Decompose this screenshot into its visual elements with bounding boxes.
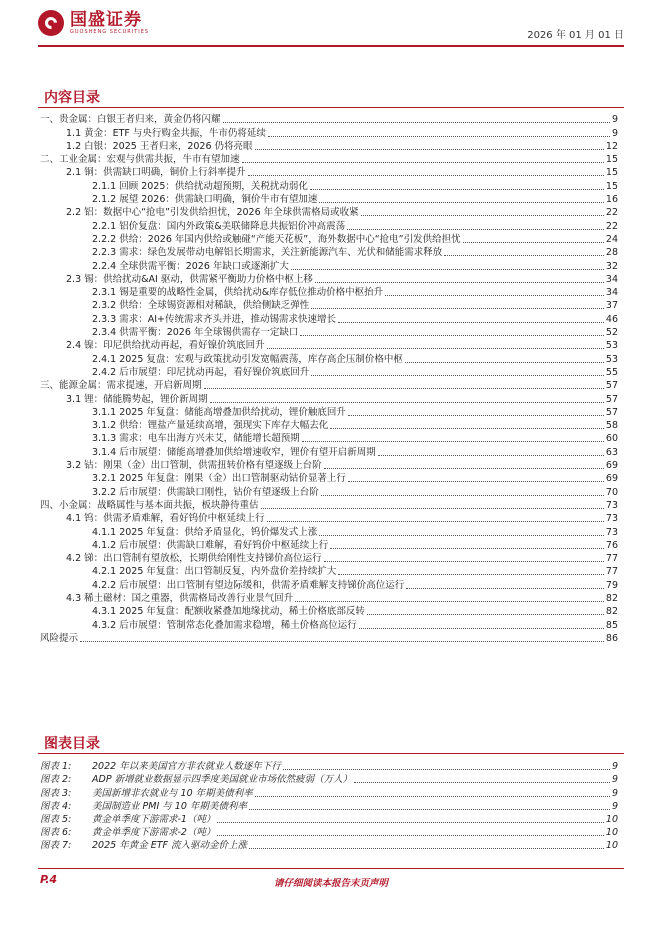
figure-entry-page: 10 xyxy=(605,813,618,825)
dot-leader xyxy=(348,481,604,482)
toc-entry[interactable] xyxy=(40,366,618,379)
dot-leader xyxy=(385,295,604,296)
dot-leader xyxy=(249,809,610,810)
toc-entry-page: 57 xyxy=(605,406,618,418)
page-number: P.4 xyxy=(40,873,58,886)
figure-entry-label: 图表 6: xyxy=(40,827,72,839)
header-divider xyxy=(38,45,624,47)
toc-entry-page: 9 xyxy=(611,127,618,139)
toc-entry-page: 57 xyxy=(605,393,618,405)
dot-leader xyxy=(255,149,604,150)
figure-entry-text: 美国新增非农就业与 10 年期美债利率 xyxy=(92,787,253,799)
toc-entry[interactable] xyxy=(40,392,618,405)
figure-entry-text: 黄金单季度下游需求-1（吨） xyxy=(92,813,216,825)
figure-entry-label: 图表 7: xyxy=(40,840,72,852)
toc-entry-text: 二、工业金属：宏观与供需共振，牛市有望加速 xyxy=(40,154,240,166)
toc-entry[interactable] xyxy=(40,193,618,206)
dot-leader xyxy=(248,175,604,176)
figure-entry-page: 10 xyxy=(605,827,618,839)
toc-entry-text: 1.1 黄金：ETF 与央行购金共振，牛市仍将延续 xyxy=(66,127,266,139)
toc-entry-page: 9 xyxy=(611,114,618,126)
toc-entry[interactable] xyxy=(40,299,618,312)
report-date: 2026 年 01 月 01 日 xyxy=(527,30,624,41)
toc-entry[interactable] xyxy=(40,592,618,605)
toc-entry-page: 15 xyxy=(605,154,618,166)
toc-entry-page: 69 xyxy=(605,473,618,485)
figure-entry-page: 9 xyxy=(611,774,618,786)
figure-entry-page: 10 xyxy=(605,840,618,852)
figure-entry-label: 图表 5: xyxy=(40,813,72,825)
figure-entry[interactable] xyxy=(40,813,618,826)
toc-entry-text: 风险提示 xyxy=(40,632,79,644)
toc-entry[interactable] xyxy=(40,485,618,498)
toc-entry[interactable] xyxy=(40,618,618,631)
toc-entry-text: 三、能源金属：需求提速，开启新周期 xyxy=(40,380,202,392)
toc-entry-text: 2.3.4 供需平衡：2026 年全球锡供需存一定缺口 xyxy=(92,327,299,339)
dot-leader xyxy=(80,641,604,642)
toc-entry-text: 3.2 钴：刚果（金）出口管制，供需扭转价格有望逐级上台阶 xyxy=(66,460,322,472)
toc-entry-page: 69 xyxy=(605,460,618,472)
dot-leader xyxy=(367,614,604,615)
toc-entry[interactable] xyxy=(40,605,618,618)
footer-divider xyxy=(38,868,624,869)
toc-entry-text: 4.1.2 后市展望：供需缺口难解，看好钨价中枢延续上行 xyxy=(92,539,329,551)
dot-leader xyxy=(242,162,604,163)
toc-entry-page: 79 xyxy=(605,579,618,591)
dot-leader xyxy=(311,375,604,376)
dot-leader xyxy=(405,362,604,363)
toc-entry[interactable] xyxy=(40,113,618,126)
toc-entry-page: 15 xyxy=(605,180,618,192)
toc-entry[interactable] xyxy=(40,419,618,432)
toc-entry-page: 34 xyxy=(605,273,618,285)
toc-entry-page: 12 xyxy=(605,140,618,152)
dot-leader xyxy=(324,468,604,469)
dot-leader xyxy=(319,202,604,203)
toc-entry-text: 4.3 稀土磁材：国之重器，供需格局改善行业景气回升 xyxy=(66,592,294,604)
toc-entry-page: 46 xyxy=(605,313,618,325)
toc-entry-text: 2.2.1 铝价复盘：国内外政策&美联储降息共振铝价冲高震荡 xyxy=(92,220,346,232)
toc-entry-page: 73 xyxy=(605,513,618,525)
toc-entry[interactable] xyxy=(40,140,618,153)
toc-entry-page: 34 xyxy=(605,287,618,299)
toc-entry[interactable] xyxy=(40,459,618,472)
dot-leader xyxy=(354,782,610,783)
toc-entry-text: 3.1.3 需求：电车出海方兴未艾，储能增长超预期 xyxy=(92,433,300,445)
toc-entry-text: 4.2.1 2025 年复盘：出口管制反复，内外盘价差持续扩大 xyxy=(92,566,337,578)
toc-entry-text: 4.2.2 后市展望：出口管制有望边际缓和，供需矛盾难解支持锑价高位运行 xyxy=(92,579,405,591)
dot-leader xyxy=(204,388,604,389)
toc-entry[interactable] xyxy=(40,286,618,299)
toc-entry-text: 2.3.1 锡是重要的战略性金属，供给扰动&库存低位推动价格中枢抬升 xyxy=(92,287,384,299)
toc-entry-text: 3.1.4 后市展望：储能高增叠加供给增速收窄，锂价有望开启新周期 xyxy=(92,446,376,458)
toc-entry[interactable] xyxy=(40,233,618,246)
toc-entry-text: 2.2.3 需求：绿色发展带动电解铝长期需求，关注新能源汽车、光伏和储能需求释放 xyxy=(92,247,443,259)
table-of-contents xyxy=(40,113,618,645)
toc-entry-page: 53 xyxy=(605,340,618,352)
figure-entry-text: 2025 年黄金 ETF 流入驱动金价上涨 xyxy=(92,840,248,852)
toc-entry-text: 2.3.2 供给：全球锡资源相对稀缺，供给侧缺乏弹性 xyxy=(92,300,310,312)
dot-leader xyxy=(295,601,604,602)
dot-leader xyxy=(347,229,604,230)
figure-entry-label: 图表 4: xyxy=(40,800,72,812)
dot-leader xyxy=(338,574,604,575)
toc-entry-text: 3.2.2 后市展望：供需缺口刚性，钴价有望逐级上台阶 xyxy=(92,486,319,498)
toc-entry-page: 22 xyxy=(605,207,618,219)
toc-entry-text: 4.2 锑：出口管制有望放松，长期供给刚性支持锑价高位运行 xyxy=(66,553,322,565)
toc-entry[interactable] xyxy=(40,379,618,392)
toc-entry[interactable] xyxy=(40,326,618,339)
dot-leader xyxy=(300,335,604,336)
toc-entry-page: 86 xyxy=(605,632,618,644)
dot-leader xyxy=(378,455,604,456)
dot-leader xyxy=(217,822,603,823)
dot-leader xyxy=(255,796,610,797)
toc-entry-text: 4.3.2 后市展望：管制常态化叠加需求稳增，稀土价格高位运行 xyxy=(92,619,357,631)
figure-entry-label: 图表 2: xyxy=(40,774,72,786)
dot-leader xyxy=(406,588,604,589)
toc-entry-page: 28 xyxy=(605,247,618,259)
disclaimer: 请仔细阅读本报告末页声明 xyxy=(273,878,388,889)
figure-entry-label: 图表 3: xyxy=(40,787,72,799)
toc-entry[interactable] xyxy=(40,312,618,325)
figure-entry-text: ADP 新增就业数据显示四季度美国就业市场依然疲弱（万人） xyxy=(92,774,353,786)
toc-entry-text: 3.2.1 2025 年复盘：刚果（金）出口管制驱动钴价显著上行 xyxy=(92,473,346,485)
toc-entry[interactable] xyxy=(40,632,618,645)
figure-entry[interactable] xyxy=(40,800,618,813)
toc-entry[interactable] xyxy=(40,525,618,538)
toc-entry[interactable] xyxy=(40,552,618,565)
toc-entry[interactable] xyxy=(40,512,618,525)
toc-entry[interactable] xyxy=(40,273,618,286)
toc-entry-page: 15 xyxy=(605,167,618,179)
toc-entry[interactable] xyxy=(40,499,618,512)
dot-leader xyxy=(268,136,610,137)
figure-entry-text: 美国制造业 PMI 与 10 年期美债利率 xyxy=(92,800,247,812)
toc-entry-page: 53 xyxy=(605,353,618,365)
dot-leader xyxy=(361,215,604,216)
dot-leader xyxy=(291,269,604,270)
toc-entry-text: 1.2 白银：2025 王者归来，2026 仍将亮眼 xyxy=(66,140,253,152)
toc-entry[interactable] xyxy=(40,432,618,445)
dot-leader xyxy=(338,322,604,323)
toc-entry-text: 2.2.4 全球供需平衡：2026 年缺口或逐渐扩大 xyxy=(92,260,289,272)
dot-leader xyxy=(321,495,604,496)
toc-entry-page: 63 xyxy=(605,446,618,458)
figure-entry[interactable] xyxy=(40,826,618,839)
toc-entry[interactable] xyxy=(40,259,618,272)
logo-mark-icon xyxy=(38,10,64,36)
dot-leader xyxy=(315,282,604,283)
toc-entry-page: 73 xyxy=(605,499,618,511)
toc-entry[interactable] xyxy=(40,246,618,259)
toc-entry-page: 70 xyxy=(605,486,618,498)
toc-entry[interactable] xyxy=(40,578,618,591)
dot-leader xyxy=(283,769,610,770)
toc-entry-page: 76 xyxy=(605,539,618,551)
dot-leader xyxy=(444,255,604,256)
logo-chinese-name: 国盛证券 xyxy=(70,10,142,30)
toc-entry-text: 3.1 锂：储能腾势起，锂价新周期 xyxy=(66,393,208,405)
dot-leader xyxy=(261,508,604,509)
dot-leader xyxy=(330,548,604,549)
toc-entry-text: 一、贵金属：白银王者归来，黄金仍将闪耀 xyxy=(40,114,221,126)
dot-leader xyxy=(302,441,604,442)
toc-entry[interactable] xyxy=(40,153,618,166)
dot-leader xyxy=(310,189,604,190)
toc-entry[interactable] xyxy=(40,352,618,365)
toc-entry-text: 2.3 锡：供给扰动&AI 驱动，供需紧平衡助力价格中枢上移 xyxy=(66,273,313,285)
toc-entry-text: 四、小金属：战略属性与基本面共振，板块静待重估 xyxy=(40,499,259,511)
toc-title-divider xyxy=(38,107,624,108)
dot-leader xyxy=(330,428,604,429)
toc-entry-page: 58 xyxy=(605,420,618,432)
figure-list-divider xyxy=(38,753,624,754)
toc-entry-page: 73 xyxy=(605,526,618,538)
toc-entry-text: 4.1 钨：供需矛盾难解，看好钨价中枢延续上行 xyxy=(66,513,265,525)
figure-entry-text: 2022 年以来美国官方非农就业人数逐年下行 xyxy=(92,761,281,773)
figure-list xyxy=(40,760,618,852)
toc-entry-text: 2.2 铝：数据中心“抢电”引发供给担忧，2026 年全球供需格局或收紧 xyxy=(66,207,359,219)
toc-entry[interactable] xyxy=(40,179,618,192)
page-header xyxy=(0,0,662,48)
toc-entry-page: 16 xyxy=(605,194,618,206)
toc-entry-page: 22 xyxy=(605,220,618,232)
dot-leader xyxy=(267,521,604,522)
toc-entry-text: 3.1.2 供给：锂盐产量延续高增，强现实下库存大幅去化 xyxy=(92,420,329,432)
dot-leader xyxy=(217,835,603,836)
dot-leader xyxy=(311,308,604,309)
toc-entry-page: 24 xyxy=(605,233,618,245)
dot-leader xyxy=(463,242,604,243)
toc-entry[interactable] xyxy=(40,445,618,458)
toc-entry-page: 55 xyxy=(605,366,618,378)
toc-entry[interactable] xyxy=(40,472,618,485)
toc-entry-text: 3.1.1 2025 年复盘：储能高增叠加供给扰动，锂价触底回升 xyxy=(92,406,346,418)
toc-entry[interactable] xyxy=(40,339,618,352)
toc-entry-page: 82 xyxy=(605,606,618,618)
figure-entry[interactable] xyxy=(40,839,618,852)
toc-entry-text: 2.3.3 需求：AI+传统需求齐头并进，推动锡需求快速增长 xyxy=(92,313,336,325)
figure-entry[interactable] xyxy=(40,773,618,786)
toc-entry-text: 2.1 铜：供需缺口明确，铜价上行斜率提升 xyxy=(66,167,246,179)
toc-entry-page: 82 xyxy=(605,592,618,604)
toc-entry-text: 2.4.1 2025 复盘：宏观与政策扰动引发宽幅震荡，库存高企压制价格中枢 xyxy=(92,353,403,365)
figure-entry-text: 黄金单季度下游需求-2（吨） xyxy=(92,827,216,839)
toc-entry-text: 2.1.2 展望 2026：供需缺口明确，铜价牛市有望加速 xyxy=(92,194,318,206)
toc-entry-text: 2.4.2 后市展望：印尼扰动再起，看好镍价筑底回升 xyxy=(92,366,310,378)
dot-leader xyxy=(359,628,604,629)
toc-entry-page: 32 xyxy=(605,260,618,272)
toc-entry-page: 77 xyxy=(605,566,618,578)
toc-entry-page: 85 xyxy=(605,619,618,631)
toc-title: 内容目录 xyxy=(44,90,100,106)
company-logo xyxy=(38,10,149,36)
toc-entry-page: 37 xyxy=(605,300,618,312)
toc-entry-text: 2.1.1 回顾 2025：供给扰动超预期，关税扰动弱化 xyxy=(92,180,308,192)
figure-entry-page: 9 xyxy=(611,761,618,773)
dot-leader xyxy=(223,122,610,123)
dot-leader xyxy=(324,561,604,562)
dot-leader xyxy=(210,402,604,403)
toc-entry-page: 57 xyxy=(605,380,618,392)
toc-entry-page: 60 xyxy=(605,433,618,445)
toc-entry[interactable] xyxy=(40,565,618,578)
toc-entry[interactable] xyxy=(40,406,618,419)
toc-entry-text: 2.2.2 供给：2026 年国内供给或触碰“产能天花板”，海外数据中心“抢电”引发供给担忧 xyxy=(92,233,461,245)
toc-entry[interactable] xyxy=(40,539,618,552)
figure-entry-label: 图表 1: xyxy=(40,761,72,773)
toc-entry[interactable] xyxy=(40,219,618,232)
toc-entry-text: 4.1.1 2025 年复盘：供给矛盾显化，钨价爆发式上涨 xyxy=(92,526,318,538)
toc-entry-text: 2.4 镍：印尼供给扰动再起，看好镍价筑底回升 xyxy=(66,340,265,352)
dot-leader xyxy=(319,535,604,536)
toc-entry[interactable] xyxy=(40,126,618,139)
toc-entry[interactable] xyxy=(40,206,618,219)
figure-entry-page: 9 xyxy=(611,787,618,799)
toc-entry[interactable] xyxy=(40,166,618,179)
toc-entry-page: 77 xyxy=(605,553,618,565)
dot-leader xyxy=(267,348,604,349)
figure-entry[interactable] xyxy=(40,786,618,799)
dot-leader xyxy=(348,415,604,416)
toc-entry-page: 52 xyxy=(605,327,618,339)
figure-list-title: 图表目录 xyxy=(44,736,100,752)
toc-entry-text: 4.3.1 2025 年复盘：配额收紧叠加地缘扰动，稀土价格底部反转 xyxy=(92,606,365,618)
logo-english-name: GUOSHENG SECURITIES xyxy=(70,29,150,35)
figure-entry[interactable] xyxy=(40,760,618,773)
figure-entry-page: 9 xyxy=(611,800,618,812)
dot-leader xyxy=(249,848,604,849)
